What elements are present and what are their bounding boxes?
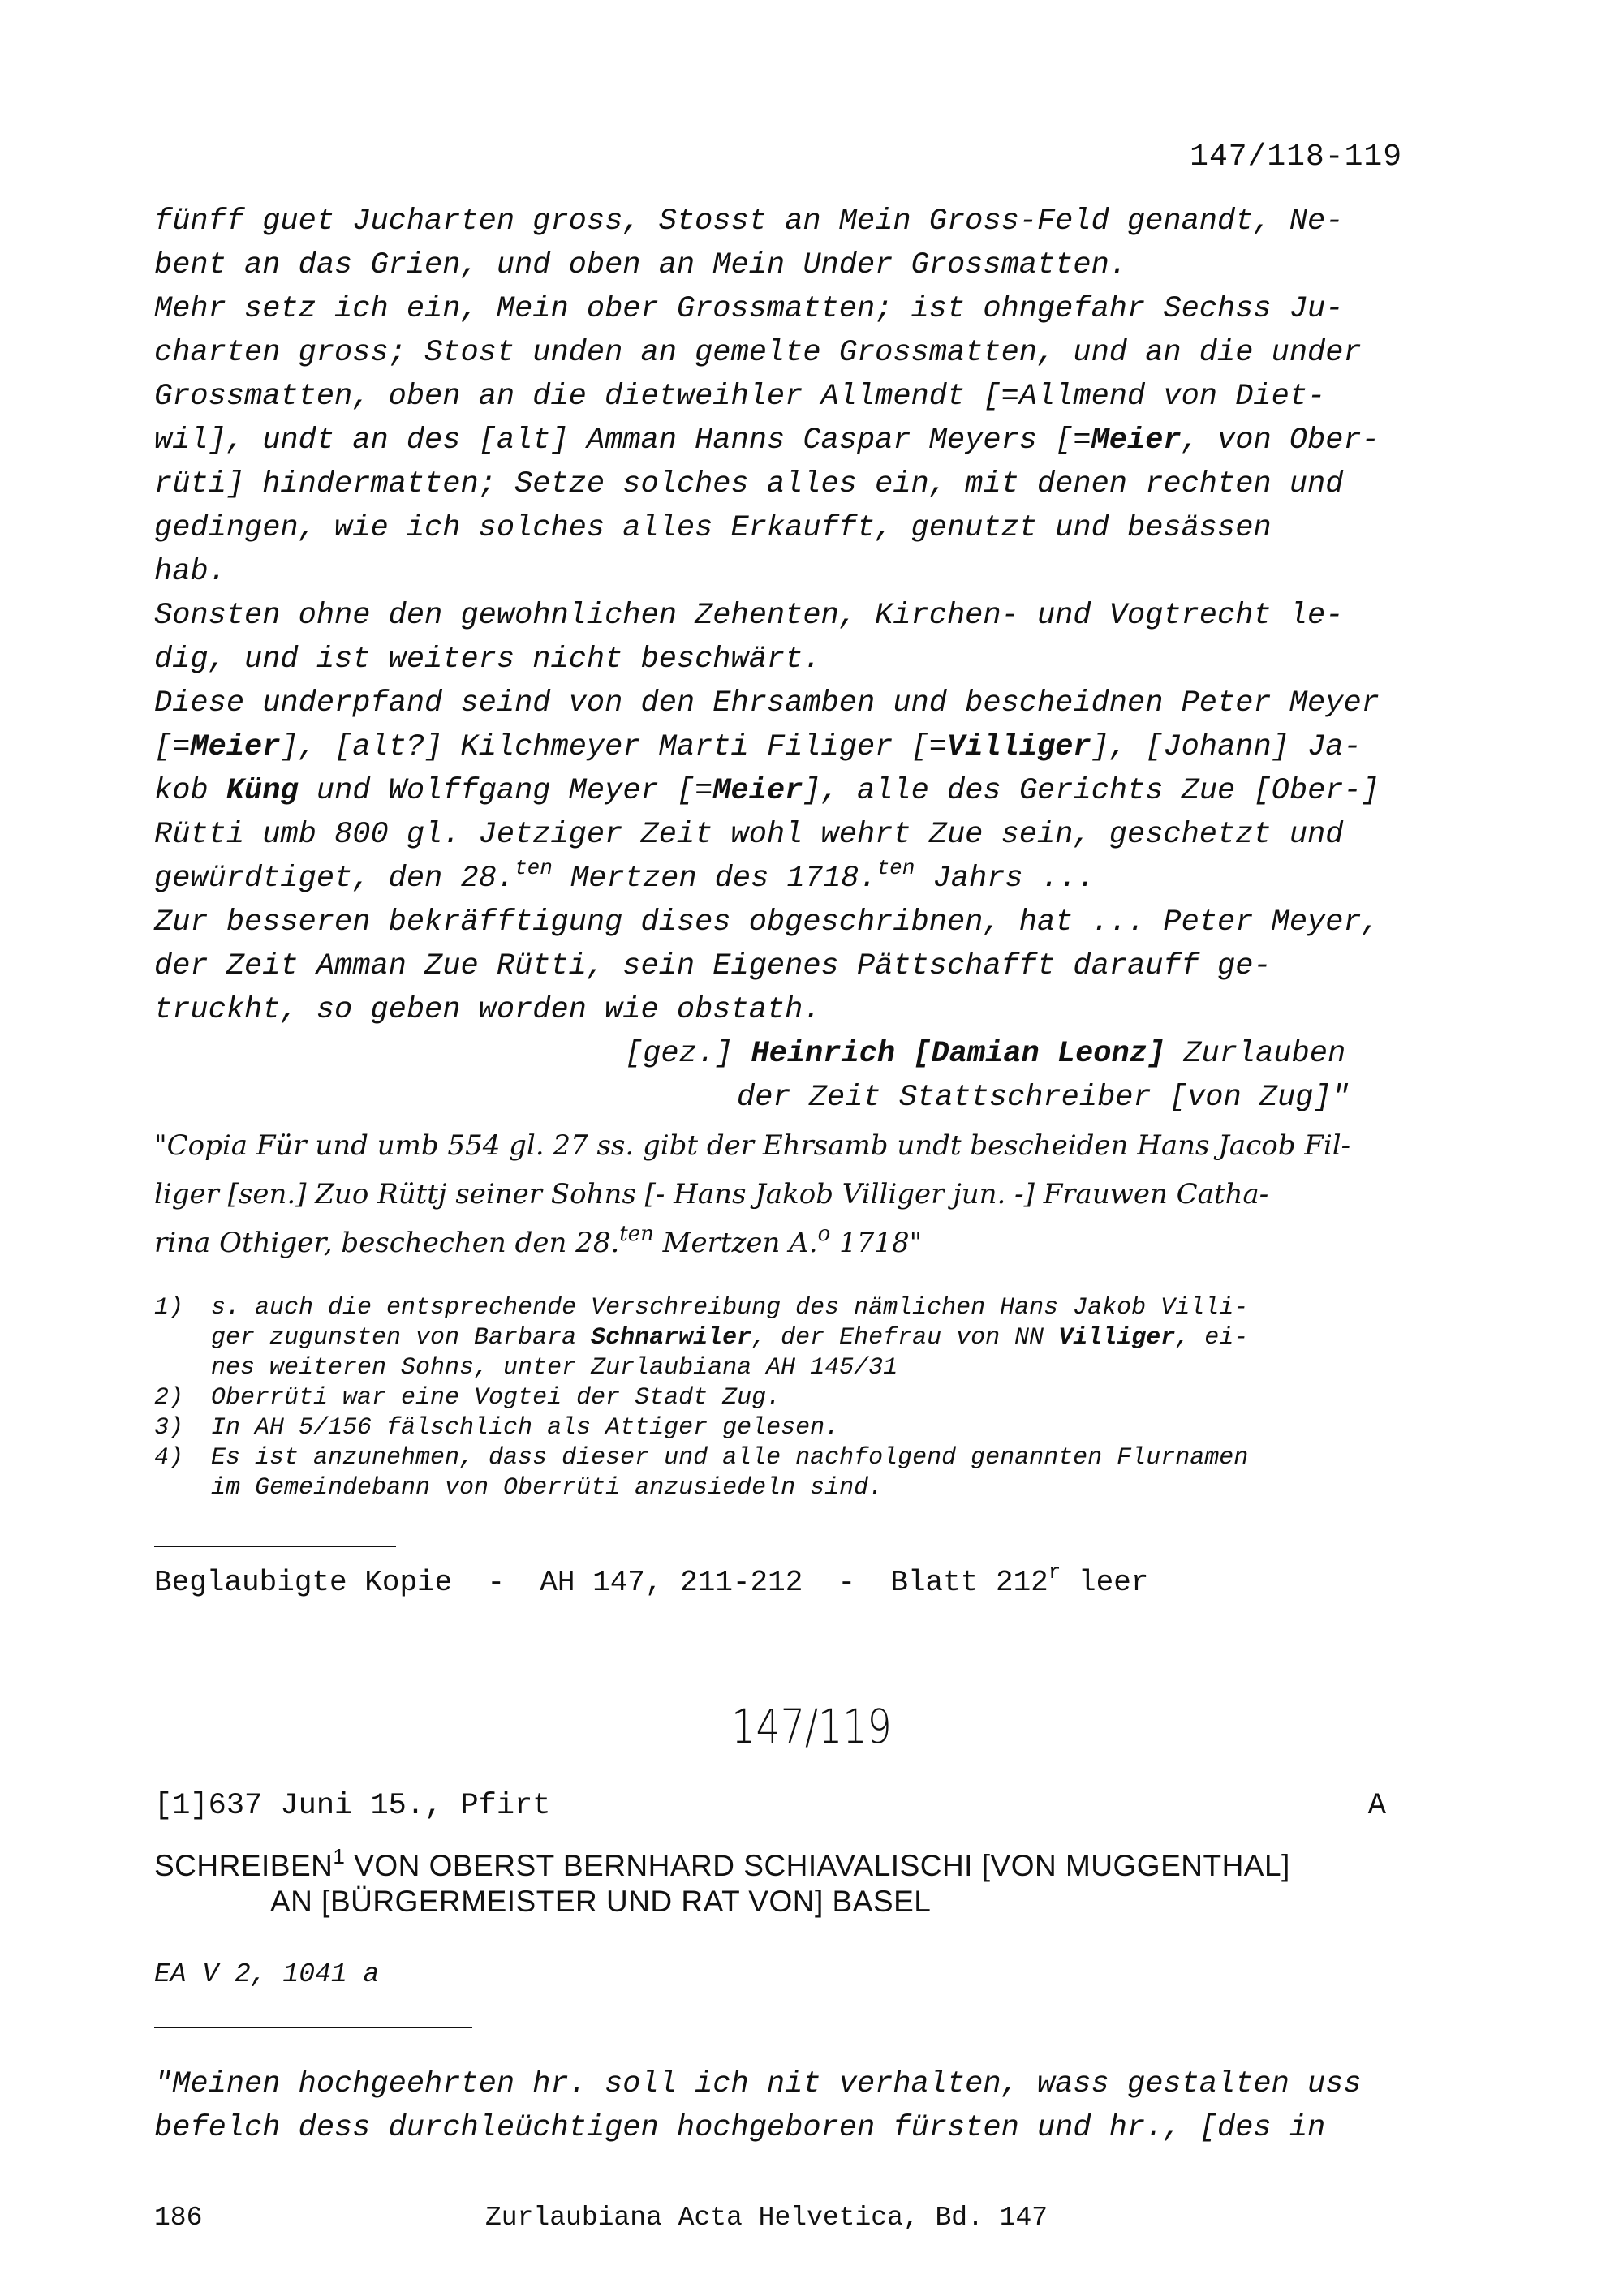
text-span: Es ist anzunehmen, dass dieser und alle nachfolgend genannten Flurnamen	[211, 1444, 1249, 1472]
text-line: Zur besseren bekräfftigung dises obgeschribnen, hat ... Peter Meyer,	[154, 905, 1380, 939]
footnote-number: 1)	[154, 1294, 184, 1322]
handwritten-line: "Copia Für und umb 554 gl. 27 ss. gibt der Ehrsamb undt bescheiden Hans Jacob Fil-	[154, 1129, 1351, 1162]
text-span: rina Othiger, beschechen den 28.	[154, 1227, 620, 1259]
text-span: ], [Johann] Ja-	[1091, 730, 1362, 764]
text-span: , von Ober-	[1181, 424, 1380, 458]
text-span: Jahrs ...	[915, 862, 1096, 896]
document-heading	[154, 1843, 1290, 1920]
text-span: s. auch die entsprechende Verschreibung des nämlichen Hans Jakob Villi-	[211, 1294, 1249, 1322]
bold-name: Küng	[226, 774, 299, 808]
text-line: Rütti umb 800 gl. Jetziger Zeit wohl wehrt Zue sein, geschetzt und	[154, 818, 1344, 852]
text-line	[154, 419, 1396, 462]
text-line	[154, 725, 1396, 769]
text-line: befelch dess durchleüchtigen hochgeboren fürsten und hr., [des in	[154, 2111, 1326, 2145]
section-rule	[154, 1546, 396, 1547]
page-number: 186	[154, 2203, 203, 2233]
text-span: gewürdtiget, den 28.	[154, 862, 515, 896]
text-span: im Gemeindebann von Oberrüti anzusiedeln sind.	[211, 1474, 884, 1502]
bold-name: Villiger	[947, 730, 1091, 764]
section-rule	[154, 2027, 472, 2028]
superscript: ten	[619, 1221, 654, 1246]
text-span: ger zugunsten von Barbara	[211, 1324, 592, 1352]
text-span: , ei-	[1175, 1324, 1249, 1352]
footnote-text	[211, 1443, 1248, 1503]
bold-name: Meier	[1091, 424, 1182, 458]
handwritten-note	[154, 1121, 1396, 1267]
text-line: rüti] hindermatten; Setze solches alles ein, mit denen rechten und	[154, 467, 1344, 501]
letter-mark: A	[1367, 1789, 1386, 1823]
text-span: Mertzen A.	[653, 1227, 818, 1259]
footnote-4	[154, 1443, 1412, 1503]
footnote-number: 4)	[154, 1444, 184, 1472]
superscript: 1	[333, 1843, 346, 1868]
footnote-text: Oberrüti war eine Vogtei der Stadt Zug.	[211, 1384, 781, 1412]
footnotes	[154, 1293, 1412, 1503]
text-line: charten gross; Stost unden an gemelte Grossmatten, und an die under	[154, 336, 1362, 370]
text-span: wil], undt an des [alt] Amman Hanns Caspar Meyers [=	[154, 424, 1091, 458]
bold-name: Heinrich [Damian Leonz]	[751, 1037, 1166, 1071]
superscript: o	[817, 1221, 831, 1246]
footnote-number: 3)	[154, 1414, 184, 1442]
reference: EA V 2, 1041 a	[154, 1959, 380, 1989]
text-span: VON OBERST BERNHARD SCHIAVALISCHI [VON MUGGENTHAL]	[345, 1849, 1290, 1882]
bold-name: Meier	[190, 730, 281, 764]
text-line: "Meinen hochgeehrten hr. soll ich nit verhalten, wass gestalten uss	[154, 2067, 1362, 2101]
text-span: , der Ehefrau von NN	[751, 1324, 1059, 1352]
text-span: und Wolffgang Meyer [=	[298, 774, 713, 808]
text-span: ], alle des Gerichts Zue [Ober-]	[803, 774, 1380, 808]
signature-line-2: der Zeit Stattschreiber [von Zug]"	[737, 1081, 1350, 1115]
source-line	[154, 1560, 1149, 1599]
handwritten-line	[154, 1219, 1396, 1267]
text-span: Beglaubigte Kopie - AH 147, 211-212 - Blatt 212	[154, 1566, 1048, 1599]
text-span: [=	[154, 730, 191, 764]
footnote-1	[154, 1293, 1412, 1383]
text-span: Mertzen des 1718.	[552, 862, 877, 896]
footer-title: Zurlaubiana Acta Helvetica, Bd. 147	[485, 2203, 1048, 2233]
text-line	[154, 857, 1396, 901]
letter-text	[154, 2062, 1396, 2150]
text-line: hab.	[154, 555, 226, 589]
text-line: Mehr setz ich ein, Mein ober Grossmatten; ist ohngefahr Sechss Ju-	[154, 292, 1344, 326]
text-line: Grossmatten, oben an die dietweihler Allmendt [=Allmend von Diet-	[154, 380, 1326, 414]
superscript: ten	[514, 855, 553, 880]
running-head: 147/118-119	[1190, 140, 1402, 174]
bold-name: Meier	[712, 774, 803, 808]
superscript: ten	[876, 855, 915, 880]
bold-name: Villiger	[1058, 1324, 1176, 1352]
footnote-number: 2)	[154, 1384, 184, 1412]
superscript: r	[1048, 1560, 1061, 1584]
text-line: gedingen, wie ich solches alles Erkaufft, genutzt und besässen	[154, 511, 1272, 545]
text-line	[154, 769, 1396, 813]
handwritten-line: liger [sen.] Zuo Rüttj seiner Sohns [- Hans Jakob Villiger jun. -] Frauwen Catha-	[154, 1178, 1269, 1210]
text-line: bent an das Grien, und oben an Mein Under Grossmatten.	[154, 248, 1127, 282]
footnote-2	[154, 1383, 1412, 1413]
footnote-3	[154, 1413, 1412, 1443]
text-span: 1718"	[830, 1227, 923, 1259]
text-span: AN [BÜRGERMEISTER UND RAT VON] BASEL	[270, 1885, 932, 1918]
footnote-text: In AH 5/156 fälschlich als Attiger gelesen.	[211, 1414, 840, 1442]
text-line: truckht, so geben worden wie obstath.	[154, 993, 821, 1027]
text-span: leer	[1061, 1566, 1149, 1599]
text-line: Sonsten ohne den gewohnlichen Zehenten, Kirchen- und Vogtrecht le-	[154, 599, 1344, 633]
text-span: Zurlauben	[1165, 1037, 1346, 1071]
date-line: [1]637 Juni 15., Pfirt	[154, 1789, 551, 1823]
bold-name: Schnarwiler	[591, 1324, 752, 1352]
text-line: der Zeit Amman Zue Rütti, sein Eigenes Pättschafft darauff ge-	[154, 949, 1272, 983]
text-line: Diese underpfand seind von den Ehrsamben und bescheidnen Peter Meyer	[154, 686, 1380, 720]
text-span: kob	[154, 774, 226, 808]
main-text	[154, 200, 1396, 1032]
document-number: 147/119	[731, 1699, 892, 1754]
footnote-text	[211, 1293, 1248, 1383]
text-line: dig, und ist weiters nicht beschwärt.	[154, 643, 821, 677]
text-span: ], [alt?] Kilchmeyer Marti Filiger [=	[280, 730, 947, 764]
text-span: SCHREIBEN	[154, 1849, 334, 1882]
text-span: [gez.]	[625, 1037, 751, 1071]
signature-line-1	[625, 1032, 1345, 1076]
text-span: nes weiteren Sohns, unter Zurlaubiana AH 145/31	[211, 1354, 898, 1382]
text-line: fünff guet Jucharten gross, Stosst an Mein Gross-Feld genandt, Ne-	[154, 204, 1344, 239]
